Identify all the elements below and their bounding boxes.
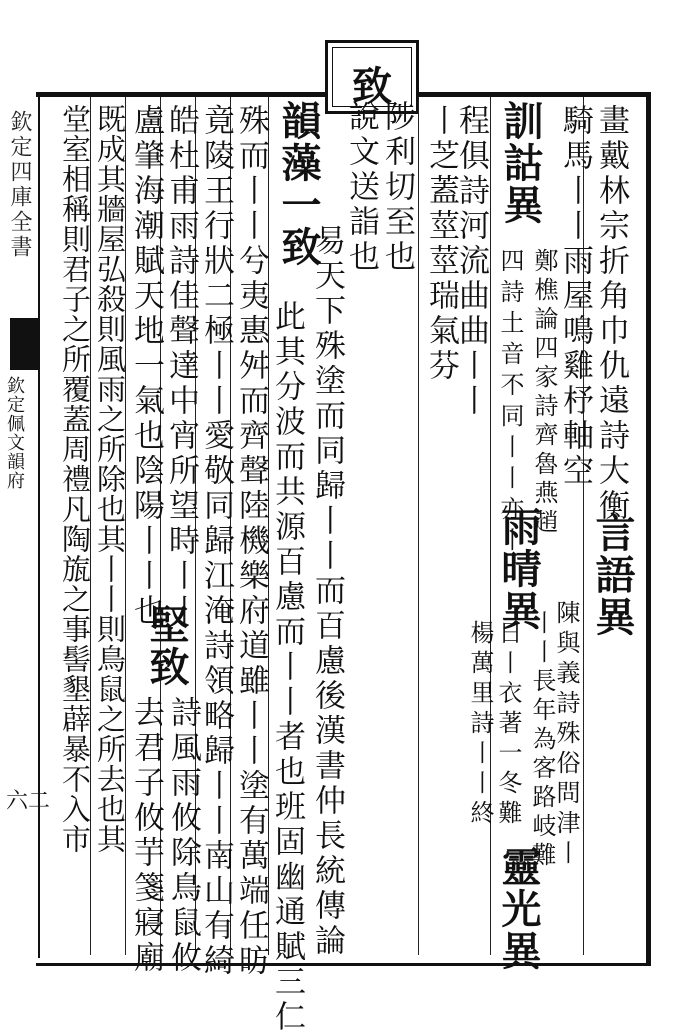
text-column-15: 既成其牆屋弘殺則風雨之所除也其丨丨則鳥鼠之所去也其	[93, 104, 127, 854]
text-column-5a: 程俱詩河流曲曲丨丨	[453, 104, 489, 419]
text-column-14: 盧肇海潮賦天地一氣也陰陽丨丨也	[128, 104, 164, 629]
text-column-9: 易天下殊塗而同歸丨丨而百慮後漢書仲長統傳論	[309, 224, 345, 959]
margin-book-title: 欽定佩文韻府	[4, 376, 25, 490]
margin-top-text: 欽定四庫全書	[7, 110, 32, 260]
text-column-16: 堂室相稱則君子之所覆蓋周禮凡陶旊之事髻墾薜暴不入市	[58, 104, 92, 854]
entry-heading: 靈光異	[495, 846, 542, 972]
text-column-14b: 去君子攸芋箋寢廟	[128, 696, 164, 976]
entry-heading: 堅致	[143, 604, 190, 688]
text-column-7: 陟利切至也	[379, 100, 415, 275]
text-column-2: 騎馬丨丨雨屋鳴雞杼軸空	[557, 104, 593, 489]
text-column-2b: 陳與義詩殊俗問津丨	[552, 600, 580, 870]
entry-heading: 訓詁異	[497, 100, 544, 226]
entry-heading: 言語異	[589, 512, 636, 638]
text-column-1: 畫戴林宗折角巾仇遠詩大衡	[593, 104, 629, 524]
text-column-10: 此其分波而共源百慮而丨丨者也班固幽通賦三仁	[269, 300, 305, 1035]
page-number: 六二	[6, 789, 51, 814]
text-column-5b: 日丨衣著一冬難	[494, 620, 522, 830]
text-column-6: 丨芝蓋莖莖瑞氣芬	[423, 104, 459, 384]
text-column-3a: 鄭樵論四家詩齊魯燕趙	[530, 248, 558, 538]
text-column-4b: 楊萬里詩丨丨終	[466, 620, 494, 830]
column-rule	[418, 97, 419, 955]
header-title-char: 致	[352, 63, 392, 110]
text-column-13: 皓杜甫雨詩佳聲達中宵所望時丨丨	[163, 104, 199, 629]
entry-heading: 雨晴異	[495, 506, 542, 632]
text-column-12: 竟陵王行狀二極丨丨愛敬同歸江淹詩領略歸丨丨南山有綺	[198, 104, 234, 979]
text-column-13b: 詩風雨攸除鳥鼠攸	[165, 696, 201, 976]
text-column-3b: 丨丨長年為客路岐難	[528, 610, 556, 871]
text-column-11: 殊而丨丨兮夷惠舛而齊聲陸機樂府道雖丨丨塗有萬端任昉	[233, 104, 269, 979]
margin-fishtail-block	[10, 318, 38, 370]
section-heading: 韻藻一致	[275, 100, 322, 268]
text-column-8: 說文送詣也	[343, 100, 379, 275]
text-column-4a: 四詩土音不同丨丨亦丨	[496, 248, 524, 558]
